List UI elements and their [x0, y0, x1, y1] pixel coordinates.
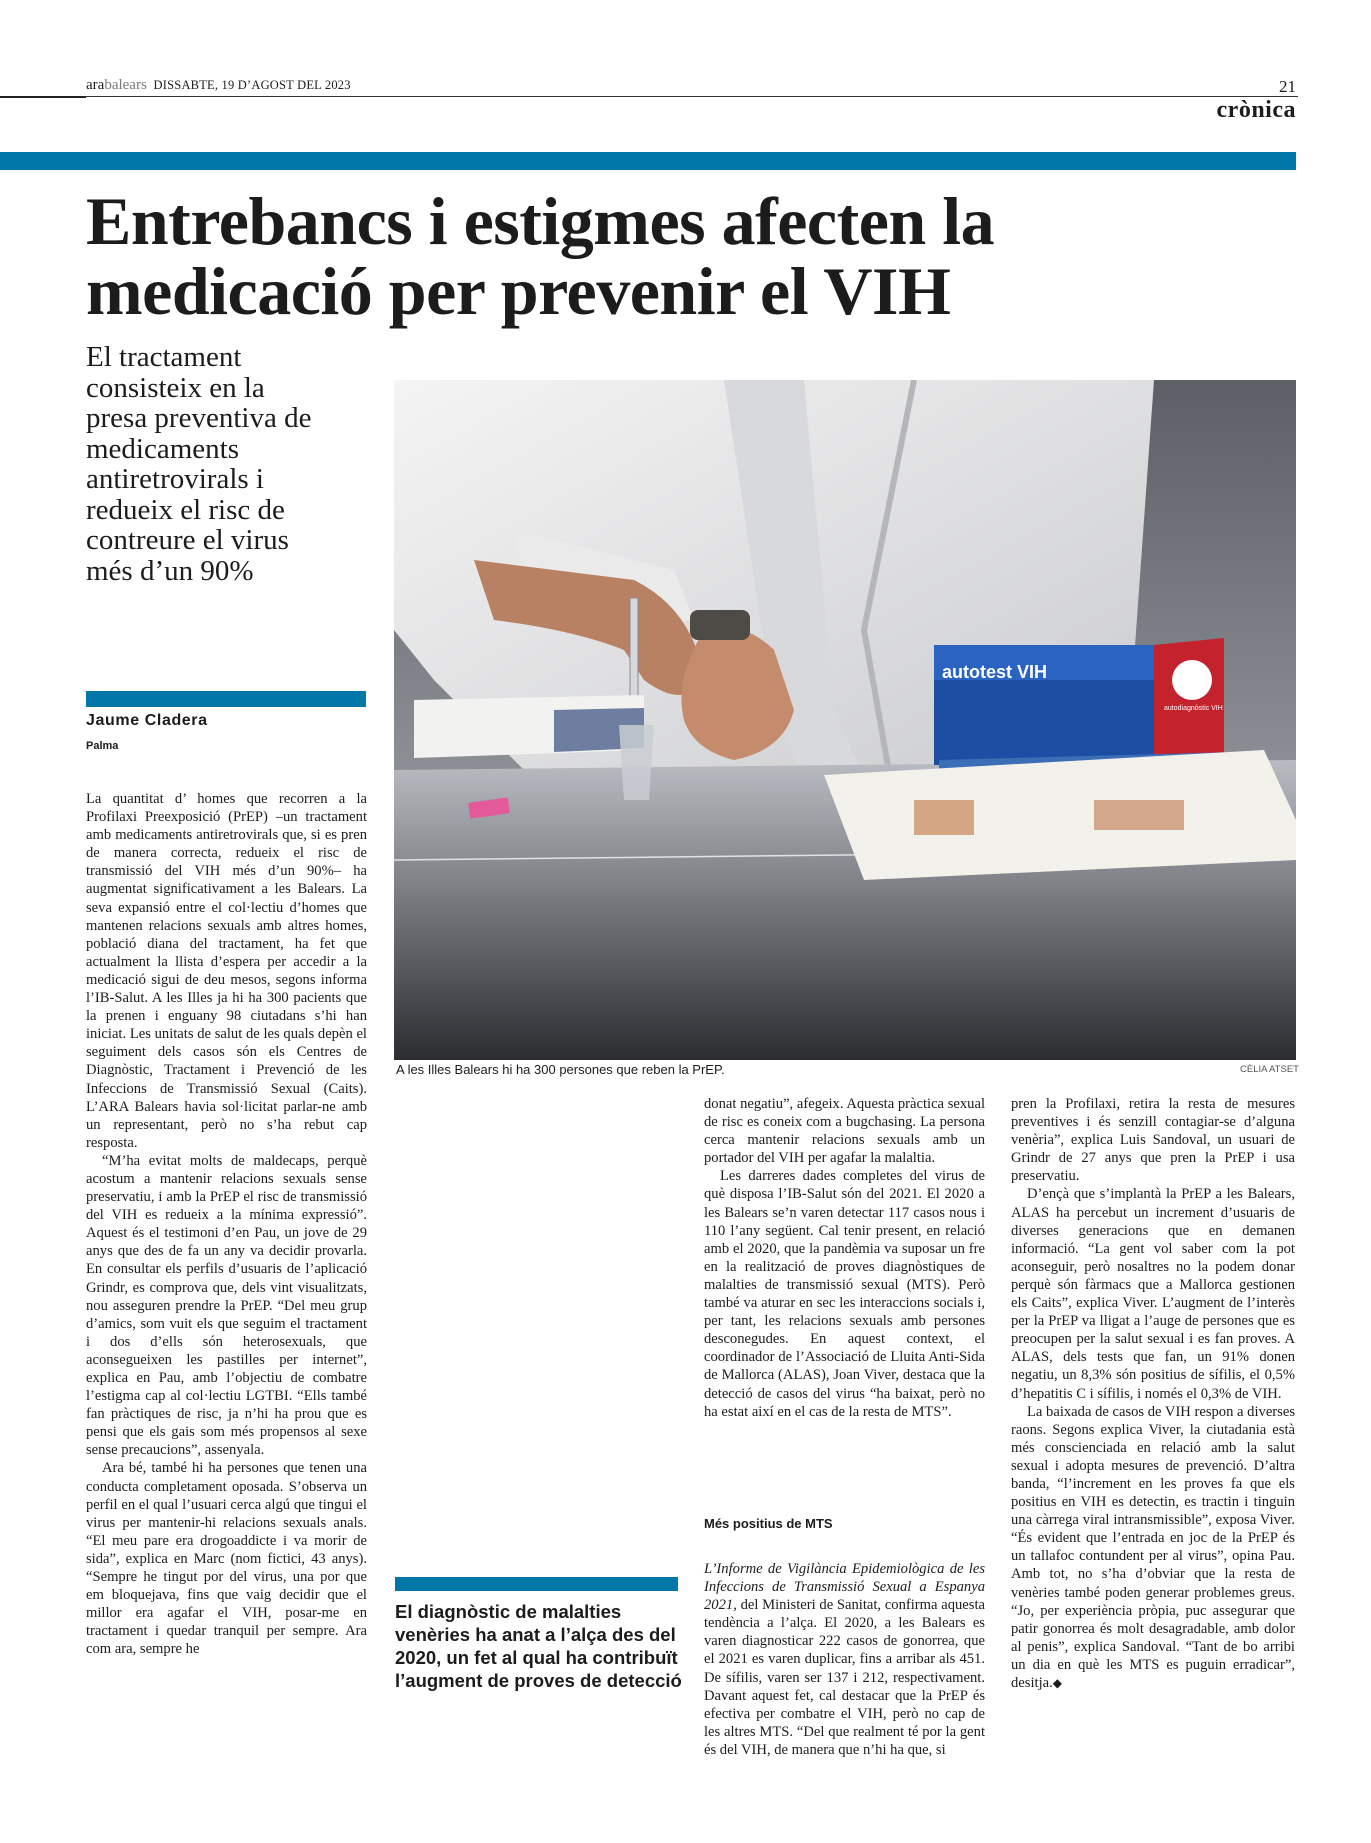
- masthead: [86, 77, 351, 94]
- paragraph: La quantitat d’ homes que recorren a la Profilaxi Preexposició (PrEP) –un tractament amb medicaments antiretrovirals que, si es pren de manera correcta, redueix el risc de transmissió del VIH més d’un 90%– ha augmentat significativament a les Balears. La seva expansió entre el col·lectiu d’homes que mantenen relacions sexuals amb altres homes, població diana del tractament, ha fet que actualment la llista d’espera per accedir a la medicació sigui de deu mesos, segons informa l’IB-Salut. A les Illes ja hi ha 300 pacients que la prenen i enguany 98 ciutadans s’hi han iniciat. Les unitats de salut de les quals depèn el seguiment dels casos són els Centres de Diagnòstic, Tractament i Prevenció de les Infeccions de Transmissió Sexual (Caits). L’ARA Balears havia sol·licitat parlar-ne amb un representant, però no s’ha rebut cap resposta.: [86, 791, 367, 1151]
- section-subtitle: Més positius de MTS: [704, 1516, 833, 1531]
- masthead-balears: balears: [104, 77, 147, 93]
- paragraph-text: La baixada de casos de VIH respon a diverses raons. Segons explica Viver, la ciutadania està més conscienciada en relació amb la salut sexual i adopta mesures de prevenció. D’altra banda, “l’increment en les proves fa que els positius en VIH es detectin, es tractin i tinguin una càrrega viral intransmissible”, exposa Viver. “És evident que l’entrada en joc de la PrEP és un tallafoc contundent per al virus”, opina Pau. Amb tot, no s’ha d’obviar que la resta de venèries també poden generar problemes greus. “Jo, per experiència pròpia, puc assegurar que patir gonorrea és molt desagradable, amb dolor al penis”, explica Sandoval. “Tant de bo arribi un dia en què les MTS es puguin erradicar”, desitja.: [1011, 1403, 1295, 1691]
- body-column-3-cont: [704, 1560, 985, 1759]
- masthead-date: DISSABTE, 19 D’AGOST DEL 2023: [153, 78, 351, 92]
- subheadline: El tractament consisteix en la presa preventiva de medicaments antiretrovirals i redueix el risc de contreure el virus més d’un 90%: [86, 341, 312, 587]
- report-title: L’Informe de Vigilància Epidemiològica de les Infeccions de Transmissió Sexual a Espanya 2021,: [704, 1561, 985, 1614]
- box-side-text: autodiagnòstic VIH: [1164, 705, 1223, 712]
- box-brand-text: autotest VIH: [942, 662, 1048, 682]
- paragraph-text: del Ministeri de Sanitat, confirma aquesta tendència a l’alça. El 2020, a les Balears es varen diagnosticar 222 casos de gonorrea, que el 2021 es varen duplicar, fins a arribar als 451. De sífilis, varen ser 137 i 212, respectivament. Davant aquest fet, cal destacar que la PrEP és efectiva per combatre el VIH, però no cap de les altres MTS. “Del que realment té por la gent és del VIH, de manera que n’hi ha que, si: [704, 1597, 985, 1758]
- paragraph: “M’ha evitat molts de maldecaps, perquè acostum a mantenir relacions sexuals sense preservatiu, i amb la PrEP el risc de transmissió del VIH es redueix a la mínima expressió”. Aquest és el testimoni d’en Pau, un jove de 29 anys que des de fa un any va decidir provarla. En consultar els perfils d’usuaris de l’aplicació Grindr, es comprova que, dels vint visualitzats, nou asseguren prendre la PrEP. “Del meu grup d’amics, som vuit els que seguim el tractament i dos d’ells són heterosexuals, que aconsegueixen les pastilles per internet”, explica en Pau, amb l’objectiu de combatre l’estigma cap al col·lectiu LGTBI. “Ells també fan pràctiques de risc, ja n’hi ha prou que es pensi que els gais som més propensos al sexe sense precaucions”, assenyala.: [86, 1152, 367, 1459]
- dateline-place: Palma: [86, 740, 119, 752]
- author-name: Jaume Cladera: [86, 712, 208, 729]
- headline: Entrebancs i estigmes afecten la medicació per prevenir el VIH: [86, 183, 995, 329]
- paragraph: [1011, 1403, 1295, 1693]
- end-mark: ◆: [1052, 1676, 1062, 1690]
- photo-illustration: [394, 380, 1296, 1060]
- photo-credit: CÈLIA ATSET: [1240, 1064, 1299, 1075]
- section-band: [0, 152, 1296, 170]
- header-left-rule: [0, 96, 86, 98]
- paragraph: D’ençà que s’implantà la PrEP a les Balears, ALAS ha percebut un increment d’usuaris de diverses generacions que en demanen informació. “La gent vol saber com la pot aconseguir, però nosaltres no la podem donar perquè són fàrmacs que a Mallorca gestionen els Caits”, explica Viver. L’augment de l’interès per la PrEP va lligat a l’auge de persones que es preocupen per la salut sexual i es fan proves. A ALAS, dels tests que fan, un 91% donen negatiu, un 8,3% són positius de sífilis, el 0,5% d’hepatitis C i sífilis, i només el 0,3% de VIH.: [1011, 1186, 1295, 1402]
- paragraph: Ara bé, també hi ha persones que tenen una conducta completament oposada. S’observa un perfil en el qual l’usuari cerca algú que tingui el virus per mantenir-hi relacions sexuals anals. “El meu pare era drogoaddicte i va morir de sida”, explica en Marc (nom fictici, 43 anys). “Sempre he tingut por del virus, una por que em bloquejava, fins que vaig decidir que el millor era agafar el VIH, posar-me en tractament i quedar tranquil per sempre. Ara com ara, sempre he: [86, 1460, 367, 1658]
- page-number: 21: [1279, 77, 1296, 96]
- body-column-1: [86, 790, 367, 1659]
- body-column-3: [704, 1095, 985, 1421]
- pull-quote: El diagnòstic de malalties venèries ha anat a l’alça des del 2020, un fet al qual ha contribuït l’augment de proves de detecció: [395, 1601, 682, 1691]
- byline-bar: [86, 691, 366, 707]
- paragraph: Les darreres dades completes del virus de què disposa l’IB-Salut són del 2021. El 2020 a les Balears se’n varen detectar 117 casos nous i 110 l’any següent. Cal tenir present, en relació amb el 2020, que la pandèmia va suposar un fre en la realització de proves diagnòstiques de malalties de transmissió sexual (MTS). Però també va aturar en sec les interaccions socials i, per tant, les relacions sexuals amb persones desconegudes. En aquest context, el coordinador de l’Associació de Lluita Anti-Sida de Mallorca (ALAS), Joan Viver, destaca que la detecció de casos del virus “ha baixat, però no ha estat així en el cas de la resta de MTS”.: [704, 1168, 985, 1420]
- section-label: crònica: [1216, 97, 1296, 123]
- body-column-4: [1011, 1095, 1295, 1692]
- paragraph: pren la Profilaxi, retira la resta de mesures preventives i és senzill contagiar-se d’alguna venèria”, explica Luis Sandoval, un usuari de Grindr de 27 anys que pren la PrEP i usa preservatiu.: [1011, 1096, 1295, 1185]
- photo-caption: A les Illes Balears hi ha 300 persones que reben la PrEP.: [396, 1062, 725, 1077]
- pull-quote-bar: [395, 1577, 678, 1591]
- header-rule: [84, 96, 1298, 97]
- article-photo: [394, 380, 1296, 1060]
- paragraph: [704, 1560, 985, 1759]
- masthead-ara: ara: [86, 77, 105, 93]
- paragraph: donat negatiu”, afegeix. Aquesta pràctica sexual de risc es coneix com a bugchasing. La persona cerca mantenir relacions sexuals amb un portador del VIH per agafar la malaltia.: [704, 1096, 985, 1167]
